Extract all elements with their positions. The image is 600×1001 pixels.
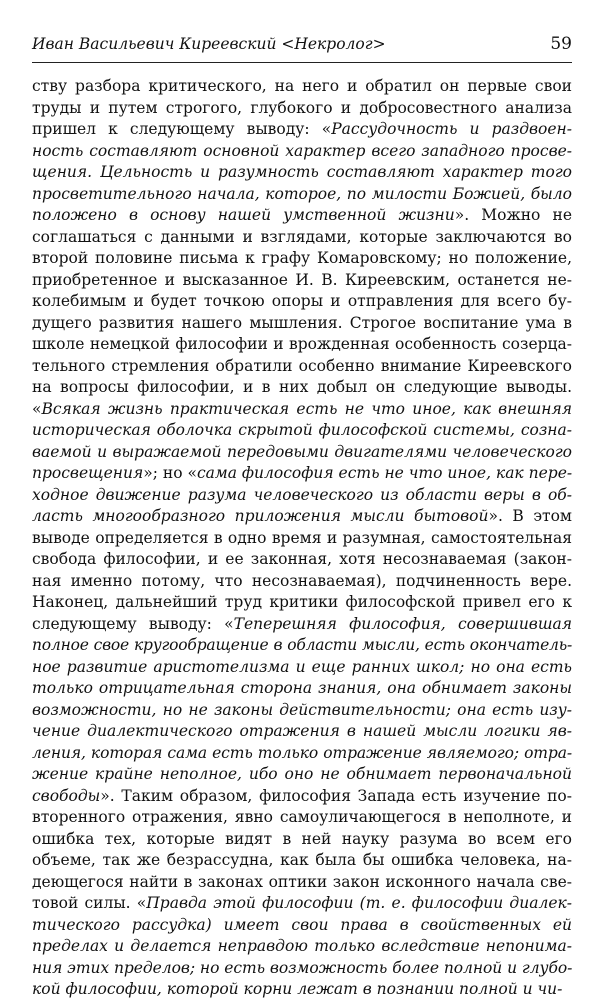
text-line: [32, 248, 572, 270]
text-span: «: [32, 399, 42, 418]
text-line: [32, 893, 572, 915]
text-span: свобода философии, и ее законная, хотя несознаваемая (закон-: [32, 550, 572, 568]
italic-quote-text: ность составляют основной характер всего западного просве-: [32, 141, 572, 160]
text-span: ». В этом: [488, 507, 572, 525]
text-line: [32, 743, 572, 765]
text-span: ». Таким образом, философия Запада есть изучение по-: [100, 786, 572, 805]
text-line: [32, 420, 572, 442]
italic-quote-text: возможности, но не законы действительности; она есть изу-: [32, 700, 572, 719]
text-line: [32, 958, 572, 980]
text-line: [32, 485, 572, 507]
running-title: Иван Васильевич Киреевский <Некролог>: [32, 35, 386, 53]
text-line: [32, 936, 572, 958]
text-span: дущего развития нашего мышления. Строгое воспитание ума в: [32, 313, 572, 332]
page-number: 59: [550, 34, 572, 54]
italic-quote-text: Правда этой философии (т. е. философии диалек-: [146, 894, 572, 912]
italic-quote-text: просвещения: [32, 464, 144, 482]
italic-quote-text: Рассудочность и раздвоен-: [331, 120, 572, 138]
text-line: [32, 635, 572, 657]
text-line: [32, 872, 572, 894]
italic-quote-text: ходное движение разума человеческого из области веры в об-: [32, 485, 572, 504]
italic-quote-text: ваемой и выражаемой передовыми двигателями человеческого: [32, 442, 572, 461]
header-rule: [32, 62, 572, 63]
text-line: [32, 678, 572, 700]
text-span: ству разбора критического, на него и обратил он первые свои: [32, 77, 572, 95]
text-line: [32, 850, 572, 872]
text-line: [32, 442, 572, 464]
italic-quote-text: жение крайне неполное, ибо оно не обнимает первоначальной: [32, 765, 572, 783]
italic-quote-text: пределах и делается неправдою только вследствие непонима-: [32, 937, 572, 955]
text-line: [32, 915, 572, 937]
italic-quote-text: тического рассудка) имеет свои права в свойственных ей: [32, 915, 572, 934]
italic-quote-text: Теперешняя философия, совершившая: [233, 614, 573, 633]
text-line: [32, 162, 572, 184]
text-line: [32, 313, 572, 335]
text-span: соглашаться с данными и взглядами, которые заключаются во: [32, 227, 572, 246]
text-line: [32, 764, 572, 786]
text-span: ная именно потому, что несознаваемая), подчиненность вере.: [32, 571, 572, 590]
text-line: [32, 979, 572, 1001]
text-line: [32, 463, 572, 485]
text-span: колебимым и будет точкою опоры и отправления для всего бу-: [32, 292, 572, 310]
text-span: ». Можно не: [454, 206, 572, 224]
body-text: [32, 76, 572, 1001]
text-span: труды и путем строгого, глубокого и добросовестного анализа: [32, 98, 572, 117]
text-span: »; но «: [143, 464, 197, 482]
italic-quote-text: ления, которая сама есть только отражение являемого; отра-: [32, 743, 572, 762]
text-line: [32, 700, 572, 722]
italic-quote-text: ласть многообразного приложения мысли бытовой: [32, 507, 489, 525]
text-line: [32, 549, 572, 571]
italic-quote-text: положено в основу нашей умственной жизни: [32, 206, 455, 224]
italic-quote-text: ния этих пределов; но есть возможность более полной и глубо-: [32, 958, 573, 977]
italic-quote-text: просветительного начала, которое, по милости Божией, было: [32, 184, 572, 203]
text-line: [32, 399, 572, 421]
italic-quote-text: кой философии, которой корни лежат в познании полной и чи-: [32, 980, 563, 998]
text-line: [32, 657, 572, 679]
text-line: [32, 76, 572, 98]
text-line: [32, 571, 572, 593]
text-span: приобретенное и высказанное И. В. Киреевским, останется не-: [32, 270, 572, 289]
text-span: школе немецкой философии и врожденная особенность созерца-: [32, 335, 572, 353]
text-line: [32, 119, 572, 141]
text-line: [32, 592, 572, 614]
text-span: товой силы. «: [32, 894, 147, 912]
text-span: ошибка тех, которые видят в ней науку разума во всем его: [32, 829, 572, 848]
text-line: [32, 614, 572, 636]
text-span: второй половине письма к графу Комаровскому; но положение,: [32, 249, 572, 267]
text-line: [32, 141, 572, 163]
text-line: [32, 829, 572, 851]
text-line: [32, 506, 572, 528]
italic-quote-text: только отрицательная сторона знания, она обнимает законы: [32, 679, 572, 697]
italic-quote-text: историческая оболочка скрытой философской системы, созна-: [32, 421, 572, 439]
italic-quote-text: чение диалектического отражения в нашей мысли логики яв-: [32, 722, 572, 740]
text-line: [32, 356, 572, 378]
text-line: [32, 377, 572, 399]
text-span: объеме, так же безрассудна, как была бы ошибка человека, на-: [32, 851, 572, 869]
text-span: Наконец, дальнейший труд критики философской привел его к: [32, 593, 572, 611]
italic-quote-text: полное свое кругообращение в области мысли, есть окончатель-: [32, 636, 572, 654]
text-span: выводе определяется в одно время и разумная, самостоятельная: [32, 528, 572, 547]
text-line: [32, 184, 572, 206]
text-line: [32, 786, 572, 808]
running-header: [32, 33, 572, 59]
text-span: на вопросы философии, и в них добыл он следующие выводы.: [32, 378, 572, 396]
italic-quote-text: сама философия есть не что иное, как пере-: [196, 464, 573, 482]
text-line: [32, 334, 572, 356]
text-span: следующему выводу: «: [32, 614, 234, 633]
text-line: [32, 291, 572, 313]
text-line: [32, 528, 572, 550]
italic-quote-text: свободы: [32, 786, 101, 805]
text-line: [32, 270, 572, 292]
text-line: [32, 98, 572, 120]
italic-quote-text: Всякая жизнь практическая есть не что иное, как внешняя: [41, 399, 572, 418]
text-line: [32, 807, 572, 829]
text-span: вторенного отражения, явно самоуличающегося в неполноте, и: [32, 808, 572, 826]
text-span: пришел к следующему выводу: «: [32, 120, 332, 138]
text-span: тельного стремления обратили особенно внимание Киреевского: [32, 356, 572, 375]
text-line: [32, 227, 572, 249]
text-line: [32, 205, 572, 227]
text-line: [32, 721, 572, 743]
italic-quote-text: щения. Цельность и разумность составляют характер того: [32, 163, 572, 181]
italic-quote-text: ное развитие аристотелизма и еще ранних школ; но она есть: [32, 657, 572, 676]
text-span: деющегося найти в законах оптики закон исконного начала све-: [32, 872, 572, 891]
